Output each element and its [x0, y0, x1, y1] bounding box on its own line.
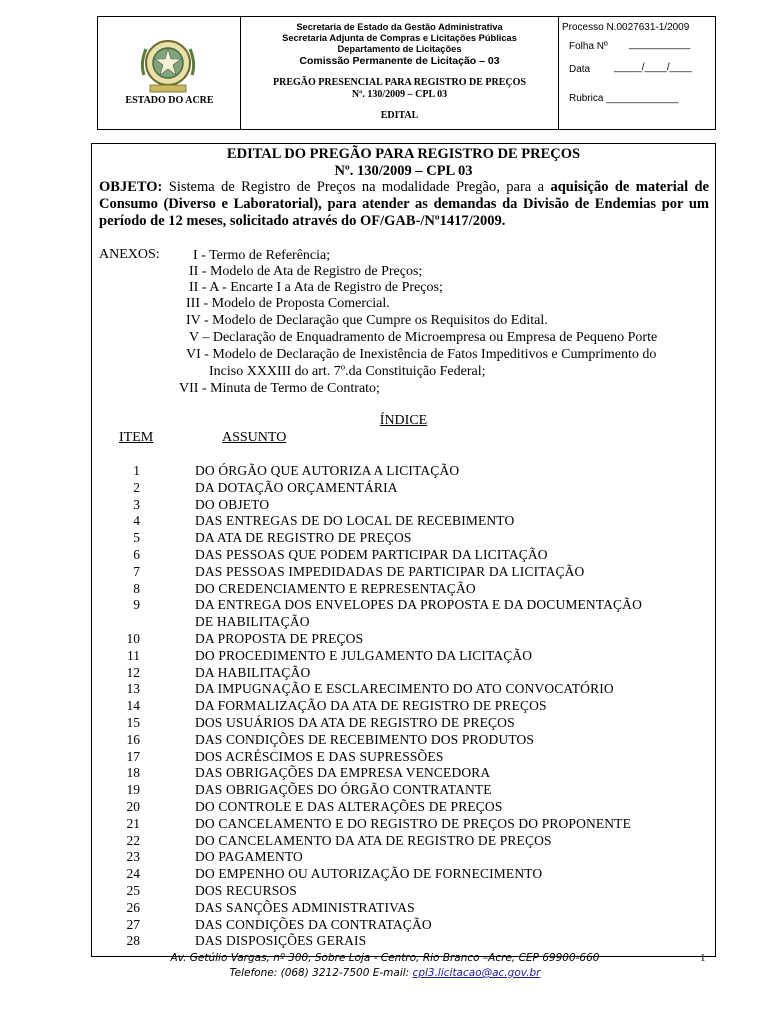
- document-header: [97, 16, 716, 130]
- index-item-subject: DA DOTAÇÃO ORÇAMENTÁRIA: [195, 479, 398, 495]
- index-item-number: 17: [126, 748, 140, 764]
- index-item-subject: DO CREDENCIAMENTO E REPRESENTAÇÃO: [195, 580, 476, 596]
- anexo-item: VII - Minuta de Termo de Contrato;: [179, 381, 380, 396]
- rubrica-label: Rubrica _____________: [569, 93, 679, 104]
- footer-phone: Telefone: (068) 3212-7500 E-mail:: [229, 967, 413, 979]
- objeto-label: OBJETO:: [99, 179, 163, 195]
- index-item-subject: DO EMPENHO OU AUTORIZAÇÃO DE FORNECIMENTO: [195, 866, 543, 882]
- index-item-number: 9: [133, 597, 140, 613]
- index-item-subject: DAS PESSOAS QUE PODEM PARTICIPAR DA LICITAÇÃO: [195, 547, 548, 562]
- edital-body: [91, 143, 716, 957]
- header-org-cell: [241, 17, 559, 129]
- state-seal-icon: [138, 35, 198, 97]
- anexo-item: II - Modelo de Ata de Registro de Preços;: [189, 264, 423, 279]
- index-col-item: ITEM: [119, 430, 154, 445]
- index-title: ÍNDICE: [379, 413, 428, 428]
- index-item-number: 11: [127, 647, 140, 663]
- footer-email-link[interactable]: cpl3.licitacao@ac.gov.br: [412, 967, 541, 979]
- index-item-subject: DAS CONDIÇÕES DE RECEBIMENTO DOS PRODUTOS: [195, 731, 535, 747]
- edital-number: Nº. 130/2009 – CPL 03: [334, 163, 473, 179]
- index-item-subject: DE HABILITAÇÃO: [195, 614, 310, 630]
- index-item-subject: DA FORMALIZAÇÃO DA ATA DE REGISTRO DE PREÇOS: [195, 698, 547, 714]
- pregao-line-1: PREGÃO PRESENCIAL PARA REGISTRO DE PREÇOS: [273, 77, 526, 88]
- index-item-number: 19: [126, 782, 140, 798]
- index-item-subject: DAS SANÇÕES ADMINISTRATIVAS: [195, 899, 415, 915]
- index-item-number: 27: [126, 916, 140, 932]
- index-item-subject: DAS DISPOSIÇÕES GERAIS: [195, 933, 367, 949]
- index-item-number: 26: [126, 899, 140, 915]
- data-blank: _____/____/____: [614, 62, 692, 73]
- edital-title: EDITAL DO PREGÃO PARA REGISTRO DE PREÇOS: [226, 146, 581, 162]
- page-number: 1: [700, 952, 706, 964]
- index-item-subject: DA IMPUGNAÇÃO E ESCLARECIMENTO DO ATO CONVOCATÓRIO: [195, 681, 614, 697]
- anexo-item: IV - Modelo de Declaração que Cumpre os Requisitos do Edital.: [186, 313, 548, 328]
- index-item-number: 20: [126, 799, 140, 814]
- index-item-number: 14: [126, 698, 140, 714]
- index-item-subject: DO OBJETO: [195, 496, 270, 512]
- header-process-cell: [559, 17, 715, 129]
- objeto-paragraph: [99, 179, 709, 230]
- anexos-label: ANEXOS:: [99, 247, 160, 262]
- state-name: ESTADO DO ACRE: [125, 95, 214, 106]
- index-item-number: 3: [133, 496, 140, 512]
- index-item-number: 8: [133, 580, 140, 596]
- index-item-number: 25: [126, 883, 140, 898]
- index-item-number: 16: [126, 731, 140, 747]
- index-item-subject: DA ENTREGA DOS ENVELOPES DA PROPOSTA E DA DOCUMENTAÇÃO: [195, 597, 642, 613]
- index-item-number: 18: [126, 765, 140, 781]
- index-item-subject: DO ÓRGÃO QUE AUTORIZA A LICITAÇÃO: [195, 463, 460, 478]
- index-item-number: 21: [126, 815, 140, 831]
- anexo-item: Inciso XXXIII do art. 7º.da Constituição Federal;: [209, 364, 486, 379]
- index-item-subject: DO PROCEDIMENTO E JULGAMENTO DA LICITAÇÃO: [195, 647, 533, 663]
- index-item-number: 5: [133, 530, 140, 546]
- index-item-number: 6: [133, 547, 140, 562]
- index-item-subject: DOS ACRÉSCIMOS E DAS SUPRESSÕES: [195, 748, 444, 764]
- index-item-subject: DAS CONDIÇÕES DA CONTRATAÇÃO: [195, 916, 432, 932]
- anexo-item: V – Declaração de Enquadramento de Microempresa ou Empresa de Pequeno Porte: [189, 330, 658, 345]
- footer-address: Av. Getúlio Vargas, nº 300, Sobre Loja - Centro, Rio Branco –Acre, CEP 69900-660: [170, 952, 600, 964]
- index-item-subject: DO CANCELAMENTO DA ATA DE REGISTRO DE PREÇOS: [195, 832, 552, 848]
- index-item-subject: DO CONTROLE E DAS ALTERAÇÕES DE PREÇOS: [195, 799, 503, 814]
- index-item-subject: DAS OBRIGAÇÕES DA EMPRESA VENCEDORA: [195, 765, 491, 781]
- index-item-subject: DO CANCELAMENTO E DO REGISTRO DE PREÇOS DO PROPONENTE: [195, 815, 631, 831]
- anexo-item: III - Modelo de Proposta Comercial.: [186, 296, 390, 311]
- index-item-subject: DAS OBRIGAÇÕES DO ÓRGÃO CONTRATANTE: [195, 782, 492, 798]
- index-item-number: 12: [126, 664, 140, 680]
- index-item-subject: DAS ENTREGAS DE DO LOCAL DE RECEBIMENTO: [195, 513, 515, 529]
- index-item-number: 28: [126, 933, 140, 949]
- anexo-item: I - Termo de Referência;: [193, 248, 331, 263]
- index-item-subject: DOS RECURSOS: [195, 883, 297, 898]
- org-line-3: Departamento de Licitações: [337, 44, 462, 54]
- index-item-number: 23: [126, 849, 140, 865]
- index-item-number: 22: [126, 832, 140, 848]
- processo-number: Processo N.0027631-1/2009: [562, 22, 690, 33]
- index-item-number: 13: [126, 681, 140, 697]
- folha-blank: ___________: [629, 39, 691, 50]
- header-logo-cell: [98, 17, 241, 129]
- doc-type: EDITAL: [380, 110, 419, 121]
- index-item-subject: DAS PESSOAS IMPEDIDADAS DE PARTICIPAR DA LICITAÇÃO: [195, 563, 585, 579]
- index-item-subject: DOS USUÁRIOS DA ATA DE REGISTRO DE PREÇOS: [195, 715, 515, 730]
- index-item-number: 2: [133, 479, 140, 495]
- objeto-text: Sistema de Registro de Preços na modalidade Pregão, para a: [162, 179, 551, 195]
- data-label: Data: [569, 64, 591, 75]
- org-line-1: Secretaria de Estado da Gestão Administrativa: [296, 22, 503, 32]
- footer-contact: [0, 967, 770, 979]
- index-item-number: 1: [133, 463, 140, 478]
- pregao-line-2: Nº. 130/2009 – CPL 03: [351, 89, 448, 100]
- index-item-number: 15: [126, 715, 140, 730]
- index-item-subject: DA PROPOSTA DE PREÇOS: [195, 631, 364, 646]
- objeto-bold-text: aquisição de material de Consumo (Diverso e Laboratorial), para atender as demandas da Divisão de Endemias por um período de 12 meses, solicitado através do OF/GAB-/Nº1417/2009.: [99, 179, 709, 229]
- index-item-number: 7: [133, 563, 140, 579]
- index-item-number: 4: [133, 513, 140, 529]
- folha-label: Folha Nº: [569, 41, 608, 52]
- index-item-number: 24: [126, 866, 140, 882]
- index-item-subject: DA ATA DE REGISTRO DE PREÇOS: [195, 530, 412, 546]
- org-line-2: Secretaria Adjunta de Compras e Licitações Públicas: [282, 33, 517, 43]
- index-item-number: 10: [126, 631, 140, 646]
- index-col-assunto: ASSUNTO: [222, 430, 287, 445]
- anexo-item: VI - Modelo de Declaração de Inexistência de Fatos Impeditivos e Cumprimento do: [186, 347, 657, 362]
- index-item-subject: DO PAGAMENTO: [195, 849, 303, 865]
- index-item-subject: DA HABILITAÇÃO: [195, 664, 311, 680]
- commission-name: Comissão Permanente de Licitação – 03: [299, 55, 500, 67]
- anexo-item: II - A - Encarte I a Ata de Registro de Preços;: [189, 280, 443, 295]
